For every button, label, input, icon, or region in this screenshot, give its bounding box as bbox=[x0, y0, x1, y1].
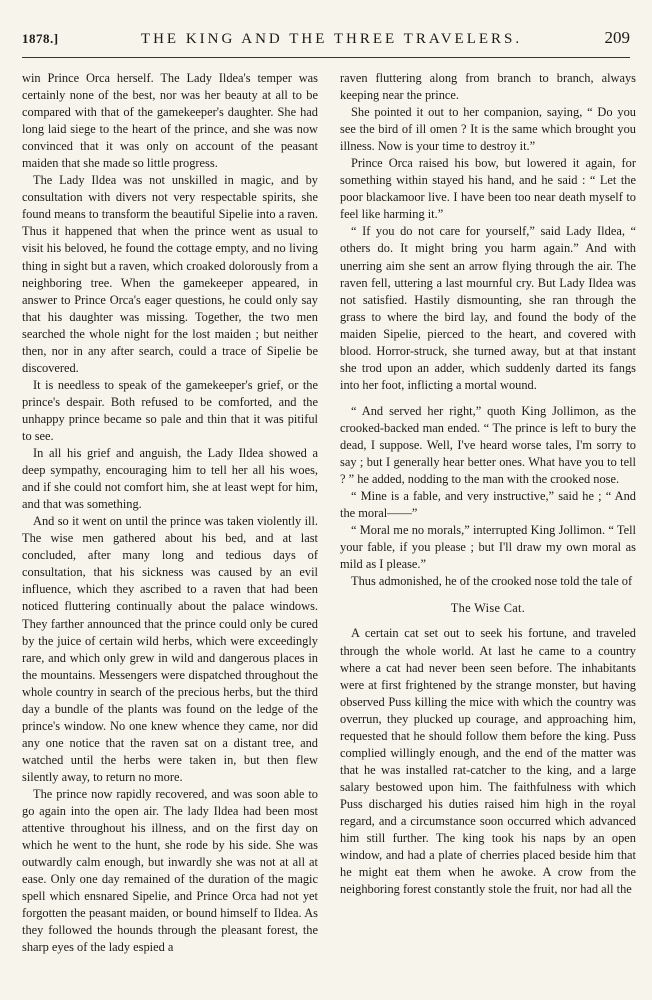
paragraph: Thus admonished, he of the crooked nose told the tale of bbox=[351, 574, 633, 589]
left-column bbox=[22, 70, 318, 956]
header-rule bbox=[22, 57, 630, 58]
paragraph: “ Moral me no morals,” interrupted King Jollimon. “ Tell your fable, if you please ; but I'll draw my own moral as mild as I please.” bbox=[340, 523, 636, 572]
paragraph: A certain cat set out to seek his fortune, and traveled through the whole world. At last he came to a country where a cat had never been seen before. The inhabitants were at first frightened by the strange monster, but having observed Puss killing the mice with which the country was overrun, they plucked up courage, and approaching him, requested that he should follow them before the king. Puss complied willingly enough, and the end of the matter was that he was installed rat-catcher to the king, and a large salary bestowed upon him. The faithfulness with which Puss discharged his duties raised him high in the royal regard, and a circumstance soon occurred which advanced him still further. The king took his naps by an open window, and had a plate of cherries placed beside him that he might eat them when he awoke. A crow from the neighboring forest constantly stole the fruit, nor had all the bbox=[340, 626, 636, 897]
header-year: 1878.] bbox=[22, 31, 59, 46]
paragraph: “ Mine is a fable, and very instructive,” said he ; “ And the moral——” bbox=[340, 489, 636, 521]
paragraph: raven fluttering along from branch to branch, always keeping near the prince. bbox=[340, 71, 636, 103]
paragraph: “ And served her right,” quoth King Jollimon, as the crooked-backed man ended. “ The prince is left to bury the dead, I suppose. Well, I've heard worse tales, I'm sorry to say ; but I generally hear better ones. What have you to tell ? ” he added, nodding to the man with the crooked nose. bbox=[340, 403, 636, 487]
paragraph: The prince now rapidly recovered, and was soon able to go again into the open air. The lady Ildea had been most attentive throughout his illness, and on the first day on which he went to the hunt, she rode by his side. She was outwardly calm enough, but inwardly she was not at all at ease. Only one day remained of the duration of the magic spell which ensnared Sipelie, and Prince Orca had not yet forgotten the peasant maiden, or bound himself to Ildea. As they followed the hounds through the pleasant forest, the sharp eyes of the lady espied a bbox=[22, 786, 318, 955]
running-header bbox=[22, 28, 630, 58]
paragraph: It is needless to speak of the gamekeeper's grief, or the prince's despair. Both refused to be comforted, and the unhappy prince became so pale and thin that it was pitiful to see. bbox=[22, 377, 318, 443]
paragraph: In all his grief and anguish, the Lady Ildea showed a deep sympathy, encouraging him to tell her all his woes, and if she could not comfort him, she at least wept for him, and that was something. bbox=[22, 446, 318, 512]
paragraph: The Lady Ildea was not unskilled in magic, and by consultation with divers not very respectable spirits, she found means to transform the beautiful Sipelie into a raven. Thus it happened that when the prince went as usual to visit his beloved, he found the cottage empty, and no living thing in sight but a raven, which croaked dolorously from a neighboring tree. When the gamekeeper appeared, in answer to Prince Orca's eager questions, he could only say that his daughter was missing. Together, the two men searched the whole night for the lost maiden ; but neither then, nor in any after search, could a trace of Sipelie be discovered. bbox=[22, 173, 318, 375]
paragraph: And so it went on until the prince was taken violently ill. The wise men gathered about his bed, and at last concluded, after many long and tedious days of consultation, that his sickness was caused by an evil influence, which they ascribed to a raven that had been noticed fluttering continually about the palace windows. They farther announced that the prince could only be cured by the juice of certain wild herbs, which were exceedingly rare, and which only grew in wild and dangerous places in the mountains. Messengers were dispatched throughout the whole country in search of the precious herbs, but the third day a bundle of the plants was found on the ledge of the prince's window. No one knew whence they came, nor did any one notice that the raven sat on a distant tree, and watched until the herbs were taken in, but then flew silently away, to return no more. bbox=[22, 514, 318, 784]
paragraph: She pointed it out to her companion, saying, “ Do you see the bird of ill omen ? It is the same which brought you illness. Now is your time to destroy it.” bbox=[340, 105, 636, 154]
paragraph: win Prince Orca herself. The Lady Ildea's temper was certainly none of the best, nor was her beauty at all to be compared with that of the gamekeeper's daughter. She had long laid siege to the heart of the prince, and she was now convinced that it was only on account of the peasant maiden that she made so little progress. bbox=[22, 71, 318, 171]
right-column bbox=[340, 70, 636, 898]
page-number: 209 bbox=[604, 28, 630, 47]
paragraph: Prince Orca raised his bow, but lowered it again, for something within stayed his hand, and he said : “ Let the poor blackamoor live. I have been too near death myself to feel like harming it.” bbox=[340, 156, 636, 222]
section-title: The Wise Cat. bbox=[450, 601, 526, 616]
header-title: THE KING AND THE THREE TRAVELERS. bbox=[140, 31, 523, 47]
paragraph: “ If you do not care for yourself,” said Lady Ildea, “ others do. It might bring you harm again.” And with unerring aim she sent an arrow flying through the air. The raven fell, uttering a last mournful cry. But Lady Ildea was not satisfied. Hastily dismounting, she ran through the grass to where the bird lay, and found the body of the maiden Sipelie, pierced to the heart, and covered with blood. Horror-struck, she turned away, but at that instant she trod upon an adder, which suddenly darted its fangs into her foot, inflicting a mortal wound. bbox=[340, 224, 636, 392]
